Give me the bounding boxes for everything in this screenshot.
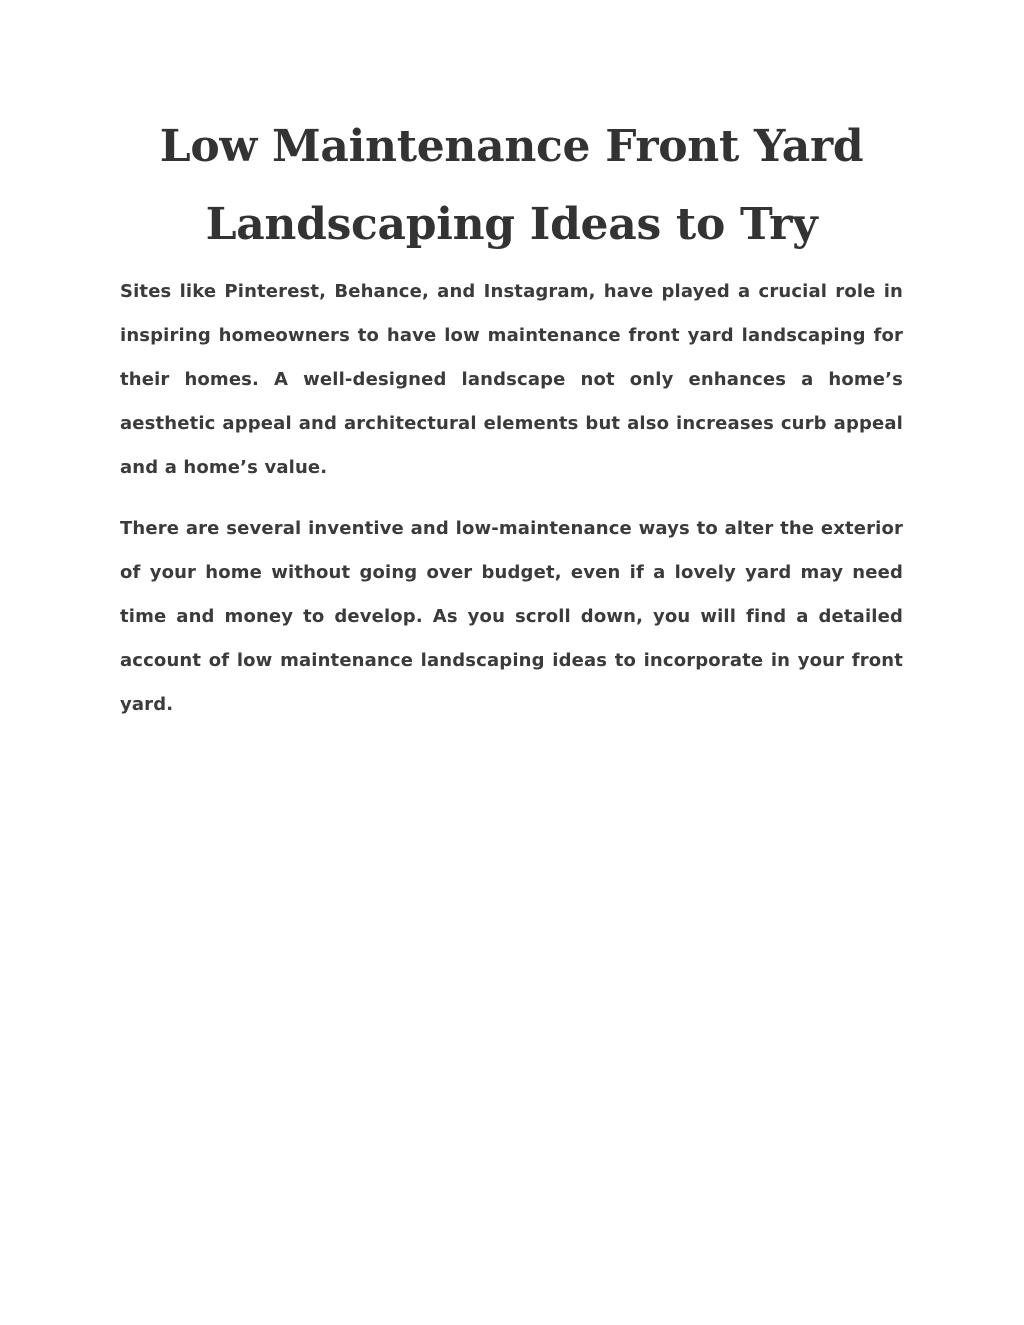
intro-paragraph: Sites like Pinterest, Behance, and Instagram, have played a crucial role in inspiring homeowners to have low maintenance front yard landscaping for their homes. A well-designed landscape not only enhances a home’s aesthetic appeal and architectural elements but also increases curb appeal and a home’s value. [120, 281, 903, 478]
article-content [120, 108, 903, 727]
second-paragraph: There are several inventive and low-maintenance ways to alter the exterior of your home without going over budget, even if a lovely yard may need time and money to develop. As you scroll down, you will find a detailed account of low maintenance landscaping ideas to incorporate in your front yard. [120, 518, 903, 715]
page-title: Low Maintenance Front Yard Landscaping Ideas to Try [159, 121, 864, 250]
